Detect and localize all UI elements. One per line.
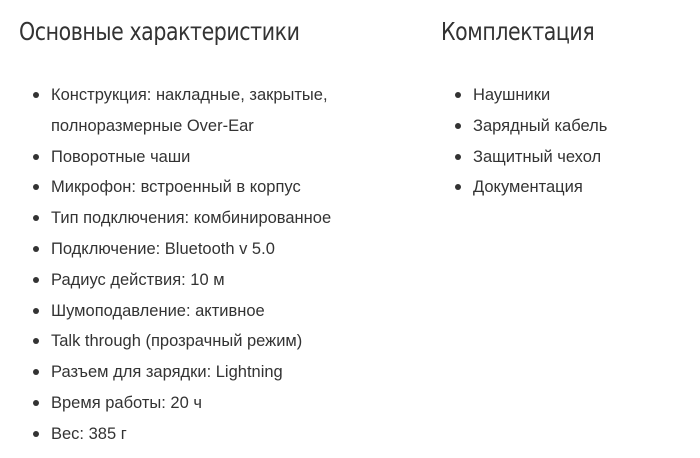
spec-bluetooth: Подключение: Bluetooth v 5.0 xyxy=(51,239,275,258)
specs-list xyxy=(19,80,371,450)
spec-connection-type: Тип подключения: комбинированное xyxy=(51,209,332,228)
spec-microphone: Микрофон: встроенный в корпус xyxy=(51,178,301,197)
spec-weight: Вес: 385 г xyxy=(51,424,127,443)
list-item xyxy=(441,80,607,111)
list-item xyxy=(19,203,371,234)
spec-noise-cancelling: Шумоподавление: активное xyxy=(51,301,265,320)
bullet-icon xyxy=(33,184,39,190)
list-item xyxy=(19,326,371,357)
list-item xyxy=(19,388,371,419)
bullet-icon xyxy=(455,154,461,160)
list-item xyxy=(19,296,371,327)
package-heading: Комплектация xyxy=(441,17,595,46)
list-item xyxy=(441,172,607,203)
spec-talk-through: Talk through (прозрачный режим) xyxy=(51,332,303,351)
list-item xyxy=(19,234,371,265)
bullet-icon xyxy=(33,369,39,375)
list-item xyxy=(441,111,607,142)
list-item xyxy=(19,357,371,388)
bullet-icon xyxy=(455,123,461,129)
package-headphones: Наушники xyxy=(473,86,551,104)
list-item xyxy=(19,265,371,296)
list-item xyxy=(441,142,607,173)
specs-heading: Основные характеристики xyxy=(19,17,300,46)
bullet-icon xyxy=(33,154,39,160)
package-charging-cable: Зарядный кабель xyxy=(473,116,608,135)
list-item xyxy=(19,172,371,203)
package-documentation: Документация xyxy=(473,178,583,197)
list-item xyxy=(19,142,371,173)
list-item xyxy=(19,419,371,450)
bullet-icon xyxy=(455,184,461,190)
bullet-icon xyxy=(33,338,39,344)
spec-rotating-cups: Поворотные чаши xyxy=(51,147,191,166)
package-list xyxy=(441,80,607,203)
bullet-icon xyxy=(33,277,39,283)
bullet-icon xyxy=(33,431,39,437)
spec-battery-life: Время работы: 20 ч xyxy=(51,393,202,412)
spec-charging-port: Разъем для зарядки: Lightning xyxy=(51,363,283,382)
bullet-icon xyxy=(33,215,39,221)
bullet-icon xyxy=(33,400,39,406)
spec-construction: Конструкция: накладные, закрытые, полноразмерные Over-Ear xyxy=(51,86,328,135)
bullet-icon xyxy=(455,92,461,98)
bullet-icon xyxy=(33,92,39,98)
bullet-icon xyxy=(33,246,39,252)
list-item xyxy=(19,80,371,142)
spec-range: Радиус действия: 10 м xyxy=(51,270,225,289)
package-case: Защитный чехол xyxy=(473,147,602,166)
bullet-icon xyxy=(33,308,39,314)
